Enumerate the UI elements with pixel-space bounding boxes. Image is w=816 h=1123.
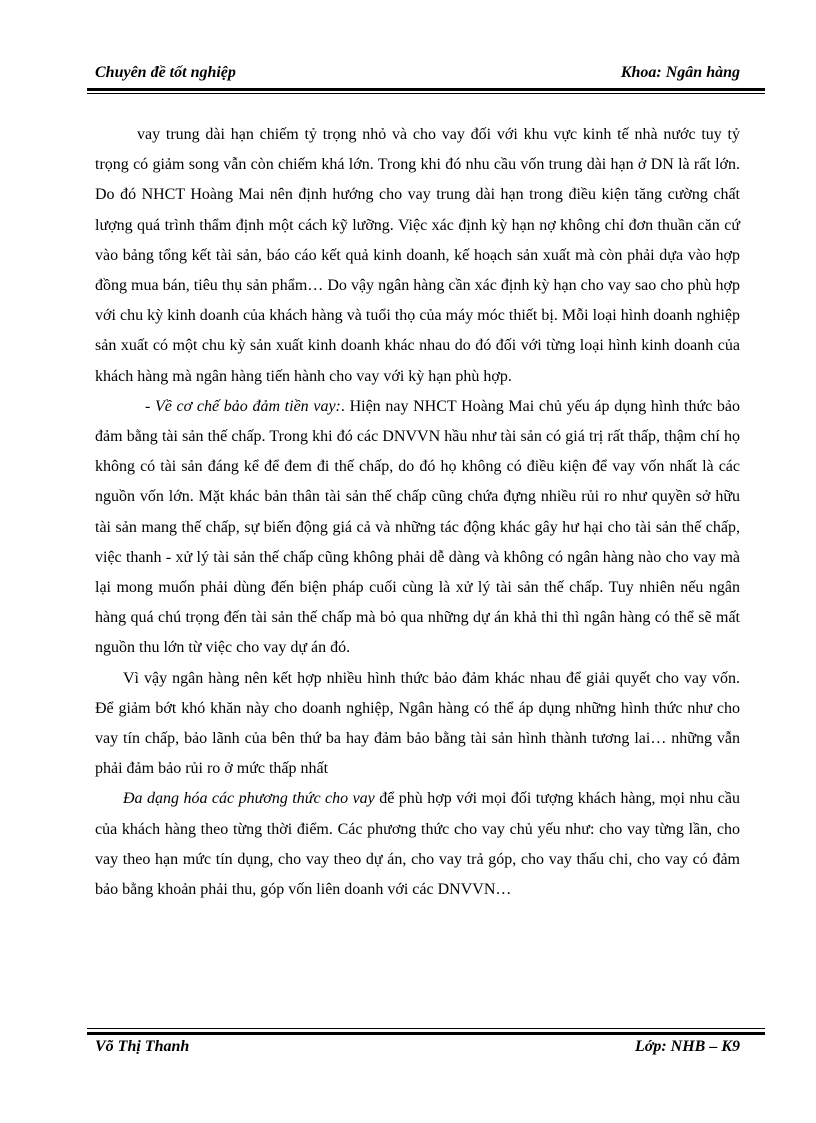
footer-rule-thin bbox=[87, 1028, 765, 1029]
collateral-text: . Hiện nay NHCT Hoàng Mai chủ yếu áp dụng hình thức bảo đảm bằng tài sản thế chấp. Trong khi đó các DNVVN hầu như tài sản có giá trị rất thấp, thậm chí họ không có tài sản đáng kể để đem đi thế chấp, do đó họ không có điều kiện để vay vốn nhất là các nguồn vốn lớn. Mặt khác bản thân tài sản thế chấp cũng chứa đựng nhiều rủi ro như quyền sở hữu tài sản mang thế chấp, sự biến động giá cả và những tác động khác gây hư hại cho tài sản thế chấp, việc thanh - xử lý tài sản thế chấp cũng không phải dễ dàng và không có ngân hàng nào cho vay mà lại mong muốn phải dùng đến biện pháp cuối cùng là xử lý tài sản thế chấp. Tuy nhiên nếu ngân hàng quá chú trọng đến tài sản thế chấp mà bỏ qua những dự án khả thi thì ngân hàng có thể sẽ mất nguồn thu lớn từ việc cho vay dự án đó. bbox=[95, 397, 741, 657]
footer-author: Võ Thị Thanh bbox=[95, 1038, 190, 1055]
paragraph-medium-long-term-lending: vay trung dài hạn chiếm tỷ trọng nhỏ và cho vay đối với khu vực kinh tế nhà nước tuy tỷ trọng có giảm song vẫn còn chiếm khá lớn. Trong khi đó nhu cầu vốn trung dài hạn ở DN là rất lớn. Do đó NHCT Hoàng Mai nên định hướng cho vay trung dài hạn trong điều kiện tăng cường chất lượng quá trình thẩm định một cách kỹ lưỡng. Việc xác định kỳ hạn nợ không chỉ đơn thuần căn cứ vào bảng tổng kết tài sản, báo cáo kết quả kinh doanh, kế hoạch sản xuất mà còn phải dựa vào hợp đồng mua bán, tiêu thụ sản phẩm… Do vậy ngân hàng cần xác định kỳ hạn cho vay sao cho phù hợp với chu kỳ kinh doanh của khách hàng và tuổi thọ của máy móc thiết bị. Mỗi loại hình doanh nghiệp sản xuất có một chu kỳ sản xuất kinh doanh khác nhau do đó đối với từng loại hình kinh doanh của khách hàng mà ngân hàng tiến hành cho vay với kỳ hạn phù hợp. bbox=[95, 126, 740, 385]
header-faculty: Khoa: Ngân hàng bbox=[620, 64, 740, 81]
paragraph-combine-guarantees: Vì vậy ngân hàng nên kết hợp nhiều hình thức bảo đảm khác nhau để giải quyết cho vay vốn. Để giảm bớt khó khăn này cho doanh nghiệp, Ngân hàng có thể áp dụng những hình thức như cho vay tín chấp, bảo lãnh của bên thứ ba hay đảm bảo bằng tài sản hình thành tương lai… những vẫn phải đảm bảo rủi ro ở mức thấp nhất bbox=[95, 669, 740, 778]
page-header bbox=[95, 64, 740, 86]
footer-class: Lớp: NHB – K9 bbox=[634, 1038, 740, 1055]
paragraph-diversify-methods bbox=[95, 784, 740, 905]
collateral-heading: - Về cơ chế bảo đảm tiền vay: bbox=[145, 397, 341, 415]
header-rule-thick bbox=[87, 88, 765, 91]
paragraph-collateral-mechanism bbox=[95, 392, 740, 664]
header-rule-thin bbox=[87, 93, 765, 94]
page-footer bbox=[95, 1038, 740, 1060]
footer-rule-thick bbox=[87, 1032, 765, 1035]
document-body bbox=[95, 120, 740, 905]
diversify-text: để phù hợp với mọi đối tượng khách hàng, mọi nhu cầu của khách hàng theo từng thời điểm. Các phương thức cho vay chủ yếu như: cho vay từng lần, cho vay theo hạn mức tín dụng, cho vay theo dự án, cho vay trả góp, cho vay thấu chi, cho vay có đảm bảo bằng khoản phải thu, góp vốn liên doanh với các DNVVN… bbox=[95, 790, 740, 899]
diversify-heading: Đa dạng hóa các phương thức cho vay bbox=[123, 790, 375, 808]
header-title: Chuyên đề tốt nghiệp bbox=[95, 64, 236, 81]
